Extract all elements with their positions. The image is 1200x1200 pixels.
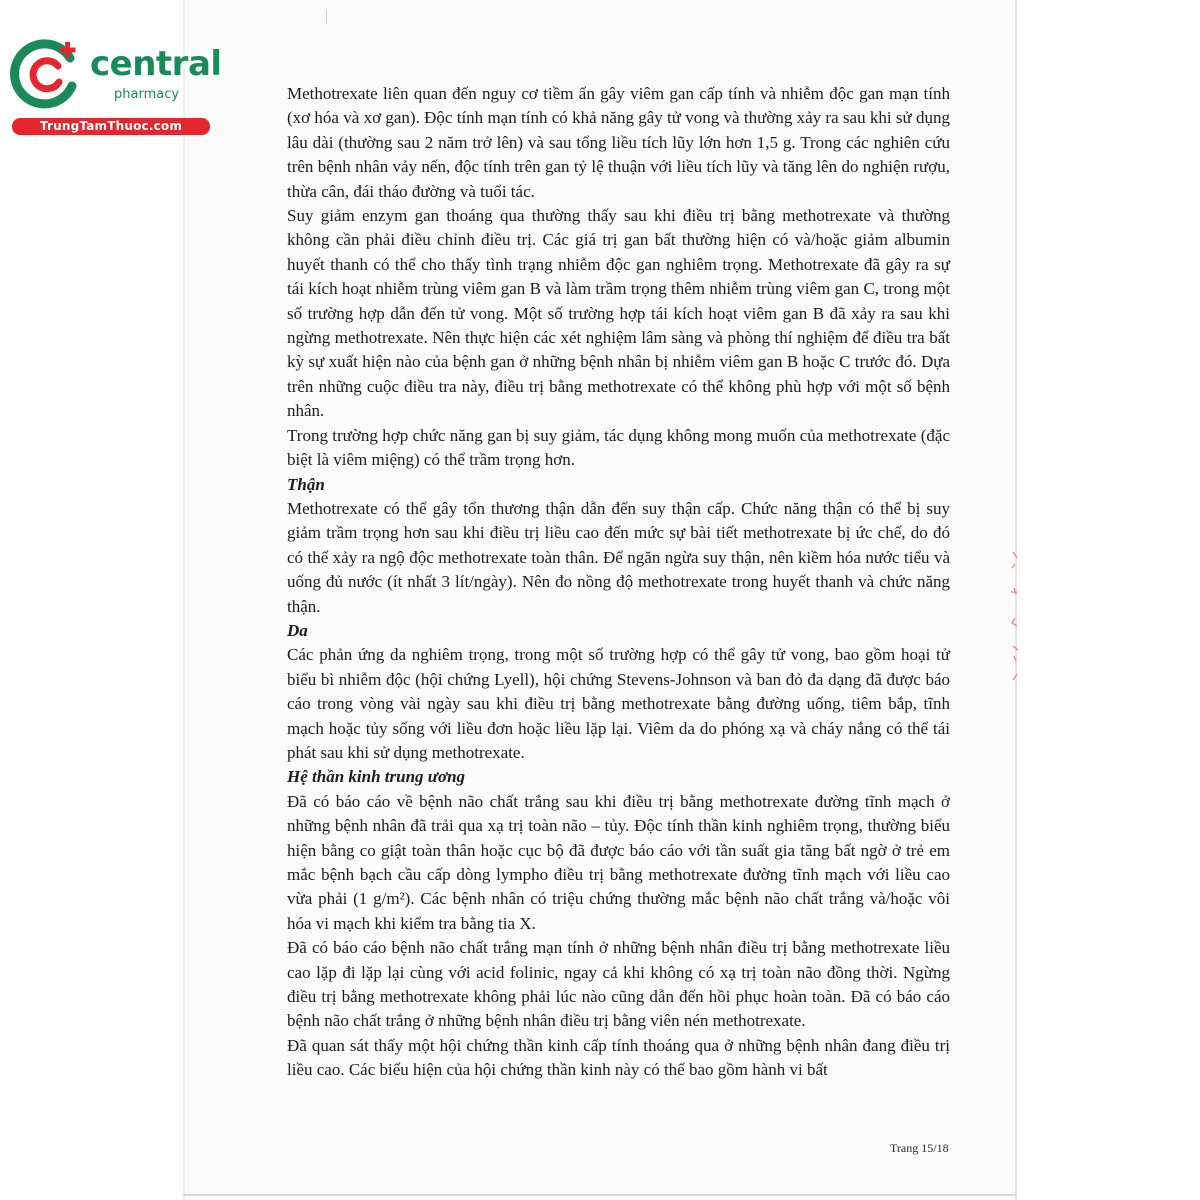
logo-banner: TrungTamThuoc.com — [12, 118, 210, 135]
logo-mark-icon — [10, 38, 82, 110]
paragraph: Trong trường hợp chức năng gan bị suy giảm, tác dụng không mong muốn của methotrexate (đặc biệt là viêm miệng) có thể trầm trọng hơn. — [287, 425, 950, 470]
section-heading: Hệ thần kinh trung ương — [287, 767, 466, 787]
paragraph: Đã quan sát thấy một hội chứng thần kinh cấp tính thoáng qua ở những bệnh nhân đang điều trị liều cao. Các biểu hiện của hội chứng thần kinh này có thể bao gồm hành vi bất — [287, 1035, 950, 1080]
section-heading: Thận — [287, 474, 325, 494]
paragraph: Các phản ứng da nghiêm trọng, trong một số trường hợp có thể gây tử vong, bao gồm hoại tử biểu bì nhiễm độc (hội chứng Lyell), hội chứng Stevens-Johnson và ban đỏ đa dạng đã được báo cáo trong vòng vài ngày sau khi điều trị bằng methotrexate bằng đường uống, tiêm bắp, tĩnh mạch hoặc tủy sống với liều đơn hoặc liều lặp lại. Viêm da do phóng xạ và cháy nắng có thể tái phát sau khi sử dụng methotrexate. — [287, 645, 950, 762]
paragraph: Methotrexate có thể gây tổn thương thận dẫn đến suy thận cấp. Chức năng thận có thể bị suy giảm trầm trọng hơn sau khi điều trị liều cao đến mức sự bài tiết methotrexate bị ức chế, do đó có thể xảy ra ngộ độc methotrexate toàn thân. Để ngăn ngừa suy thận, nên kiềm hóa nước tiểu và uống đủ nước (ít nhất 3 lít/ngày). Nên đo nồng độ methotrexate trong huyết thanh và chức năng thận. — [287, 498, 950, 616]
paragraph: Methotrexate liên quan đến nguy cơ tiềm ẩn gây viêm gan cấp tính và nhiễm độc gan mạn tính (xơ hóa và xơ gan). Độc tính mạn tính có khả năng gây tử vong và thường xảy ra sau khi sử dụng lâu dài (thường sau 2 năm trở lên) và sau tổng liều tích lũy lớn hơn 1,5 g. Trong các nghiên cứu trên bệnh nhân vảy nến, độc tính trên gan tỷ lệ thuận với liều tích lũy và tăng lên do nghiện rượu, thừa cân, đái tháo đường và tuổi tác. — [287, 84, 950, 201]
document-body — [287, 82, 950, 1083]
logo-subtitle: pharmacy — [114, 87, 180, 102]
scan-mark — [326, 10, 327, 24]
paragraph: Suy giảm enzym gan thoáng qua thường thấy sau khi điều trị bằng methotrexate và thường không cần phải điều chỉnh điều trị. Các giá trị gan bất thường hiện có và/hoặc giảm albumin huyết thanh có thể cho thấy tình trạng nhiễm độc gan nghiêm trọng. Methotrexate đã gây ra sự tái kích hoạt nhiễm trùng viêm gan B và làm trầm trọng thêm nhiễm trùng viêm gan C, trong một số trường hợp dẫn đến tử vong. Một số trường hợp tái kích hoạt viêm gan B đã xảy ra sau khi ngừng methotrexate. Nên thực hiện các xét nghiệm lâm sàng và phòng thí nghiệm để điều tra bất kỳ sự xuất hiện nào của bệnh gan ở những bệnh nhân bị nhiễm viêm gan B hoặc C trước đó. Dựa trên những cuộc điều tra này, điều trị bằng methotrexate có thể không phù hợp với một số bệnh nhân. — [287, 206, 950, 421]
stamp-marks-icon — [1005, 548, 1025, 688]
section-heading: Da — [287, 620, 308, 640]
paragraph: Đã có báo cáo về bệnh não chất trắng sau khi điều trị bằng methotrexate đường tĩnh mạch ở những bệnh nhân đã trải qua xạ trị toàn não – tủy. Độc tính thần kinh nghiêm trọng, thường biểu hiện bằng co giật toàn thân hoặc cục bộ đã được báo cáo với tần suất gia tăng bất ngờ ở trẻ em mắc bệnh bạch cầu cấp dòng lympho điều trị bằng methotrexate đường tĩnh mạch với liều cao vừa phải (1 g/m²). Các bệnh nhân có triệu chứng thường mắc bệnh não chất trắng và/hoặc vôi hóa vi mạch khi kiểm tra bằng tia X. — [287, 791, 950, 933]
pharmacy-logo[interactable] — [10, 38, 222, 138]
paragraph: Đã có báo cáo bệnh não chất trắng mạn tính ở những bệnh nhân điều trị bằng methotrexate liều cao lặp đi lặp lại cùng với acid folinic, ngay cả khi không có xạ trị toàn não đồng thời. Ngừng điều trị bằng methotrexate không phải lúc nào cũng dẫn đến hồi phục hoàn toàn. Đã có báo cáo bệnh não chất trắng ở những bệnh nhân điều trị bằng viên nén methotrexate. — [287, 938, 950, 1031]
logo-name: central — [90, 44, 222, 84]
page-number: Trang 15/18 — [890, 1141, 949, 1155]
sheet-bottom-edge — [183, 1194, 1017, 1196]
